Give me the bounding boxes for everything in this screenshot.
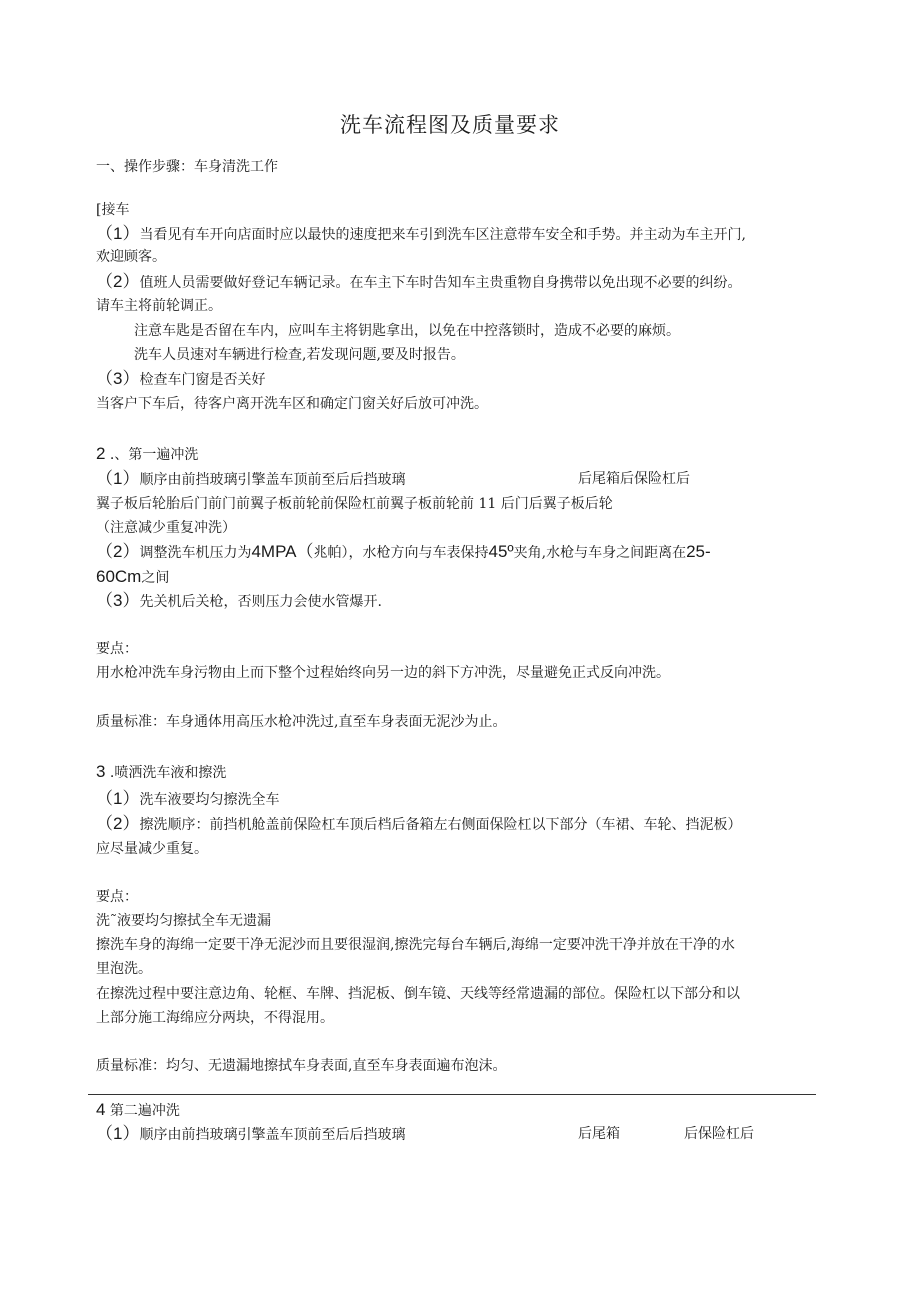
divider <box>88 1094 816 1095</box>
section-number: 2 <box>96 444 106 463</box>
paragraph-text: 调整洗车机压力为 <box>139 545 252 561</box>
pressure-value: 4MPA（ <box>251 542 314 561</box>
paragraph-note: （注意减少重复冲洗） <box>96 520 236 536</box>
section-number: 3 <box>96 762 106 781</box>
section1-sub: [接车 <box>96 202 130 218</box>
paragraph-text: 顺序由前挡玻璃引擎盖车顶前至后后挡玻璃 <box>139 472 406 488</box>
quality-standard: 质量标准：均匀、无遗漏地擦拭车身表面,直至车身表面遍布泡沫。 <box>96 1058 507 1074</box>
section-title: 第二遍冲洗 <box>109 1103 180 1119</box>
key-text: 擦洗车身的海绵一定要干净无泥沙而且要很湿润,擦洗完每台车辆后,海绵一定要冲洗干净并放在干净的水 <box>96 937 735 953</box>
key-text: 洗˜液要均匀擦拭全车无遗漏 <box>96 913 271 929</box>
paragraph <box>96 223 746 246</box>
item-number: （1） <box>96 224 140 243</box>
section1-heading: 一、操作步骤：车身清洗工作 <box>96 159 278 175</box>
section3-heading <box>96 761 226 784</box>
angle-value: 45º <box>488 542 514 561</box>
paragraph-right: 后尾箱 <box>578 1126 620 1142</box>
distance-value: 60Cm <box>96 567 142 586</box>
item-number: （1） <box>96 1124 140 1143</box>
item-number: （3） <box>96 591 140 610</box>
paragraph-right: 后保险杠后 <box>684 1126 754 1142</box>
paragraph-text: 检查车门窗是否关好 <box>139 372 266 388</box>
paragraph-cont: 请车主将前轮调正。 <box>96 298 222 314</box>
paragraph-text: 值班人员需要做好登记车辆记录。在车主下车时告知车主贵重物自身携带以免出现不必要的纠纷。 <box>139 275 742 291</box>
paragraph <box>96 813 741 836</box>
section-number: 4 <box>96 1100 106 1119</box>
paragraph-text: 当看见有车开向店面时应以最快的速度把来车引到洗车区注意带车安全和手势。并主动为车主开门, <box>139 227 746 243</box>
paragraph-text: 洗车液要均匀擦洗全车 <box>139 792 280 808</box>
section2-heading <box>96 443 198 466</box>
key-label: 要点： <box>96 889 138 905</box>
key-text-cont: 上部分施工海绵应分两块，不得混用。 <box>96 1010 334 1026</box>
key-text: 在擦洗过程中要注意边角、轮框、车牌、挡泥板、倒车镜、天线等经常遗漏的部位。保险杠以下部分和以 <box>96 986 740 1002</box>
item-number: （2） <box>96 814 140 833</box>
paragraph-text: 夹角,水枪与车身之间距离在 <box>513 545 687 561</box>
distance-value: 25- <box>686 542 711 561</box>
section-title: .喷洒洗车液和擦洗 <box>109 765 227 781</box>
key-text-cont: 里泡洗。 <box>96 961 152 977</box>
paragraph-text: 顺序由前挡玻璃引擎盖车顶前至后后挡玻璃 <box>139 1127 406 1143</box>
paragraph <box>96 1123 405 1146</box>
key-text: 用水枪冲洗车身污物由上而下整个过程始终向另一边的斜下方冲洗，尽量避免正式反向冲洗。 <box>96 665 670 681</box>
paragraph-text: 先关机后关枪，否则压力会使水管爆开. <box>139 594 382 610</box>
paragraph-cont: 翼子板后轮胎后门前门前翼子板前轮前保险杠前翼子板前轮前 11 后门后翼子板后轮 <box>96 496 613 512</box>
item-number: （1） <box>96 789 140 808</box>
unit-text: 兆帕 <box>313 545 342 561</box>
paragraph <box>96 271 741 294</box>
paragraph-text: ），水枪方向与车表保持 <box>341 545 489 561</box>
paragraph <box>96 368 265 391</box>
key-label: 要点： <box>96 641 138 657</box>
paragraph-text: 擦洗顺序：前挡机舱盖前保险杠车顶后档后备箱左右侧面保险杠以下部分（车裙、车轮、挡泥板） <box>139 817 742 833</box>
paragraph-cont: 欢迎顾客。 <box>96 249 166 265</box>
note-line: 注意车匙是否留在车内，应叫车主将钥匙拿出，以免在中控落锁时，造成不必要的麻烦。 <box>134 323 680 339</box>
paragraph <box>96 541 711 564</box>
paragraph <box>96 788 279 811</box>
paragraph-cont <box>96 566 169 589</box>
section-title: .、第一遍冲洗 <box>109 447 199 463</box>
paragraph-text: 之间 <box>141 570 170 586</box>
paragraph <box>96 590 382 613</box>
paragraph-cont: 应尽量减少重复。 <box>96 841 208 857</box>
section4-heading <box>96 1099 180 1122</box>
item-number: （1） <box>96 469 140 488</box>
paragraph-right: 后尾箱后保险杠后 <box>578 471 690 487</box>
quality-standard: 质量标准：车身通体用高压水枪冲洗过,直至车身表面无泥沙为止。 <box>96 714 507 730</box>
note-line: 洗车人员速对车辆进行检查,若发现问题,要及时报告。 <box>134 347 465 363</box>
paragraph <box>96 468 405 491</box>
page-title: 洗车流程图及质量要求 <box>340 113 560 137</box>
item-number: （2） <box>96 272 140 291</box>
paragraph-cont: 当客户下车后，待客户离开洗车区和确定门窗关好后放可冲洗。 <box>96 396 488 412</box>
item-number: （3） <box>96 369 140 388</box>
item-number: （2） <box>96 542 140 561</box>
